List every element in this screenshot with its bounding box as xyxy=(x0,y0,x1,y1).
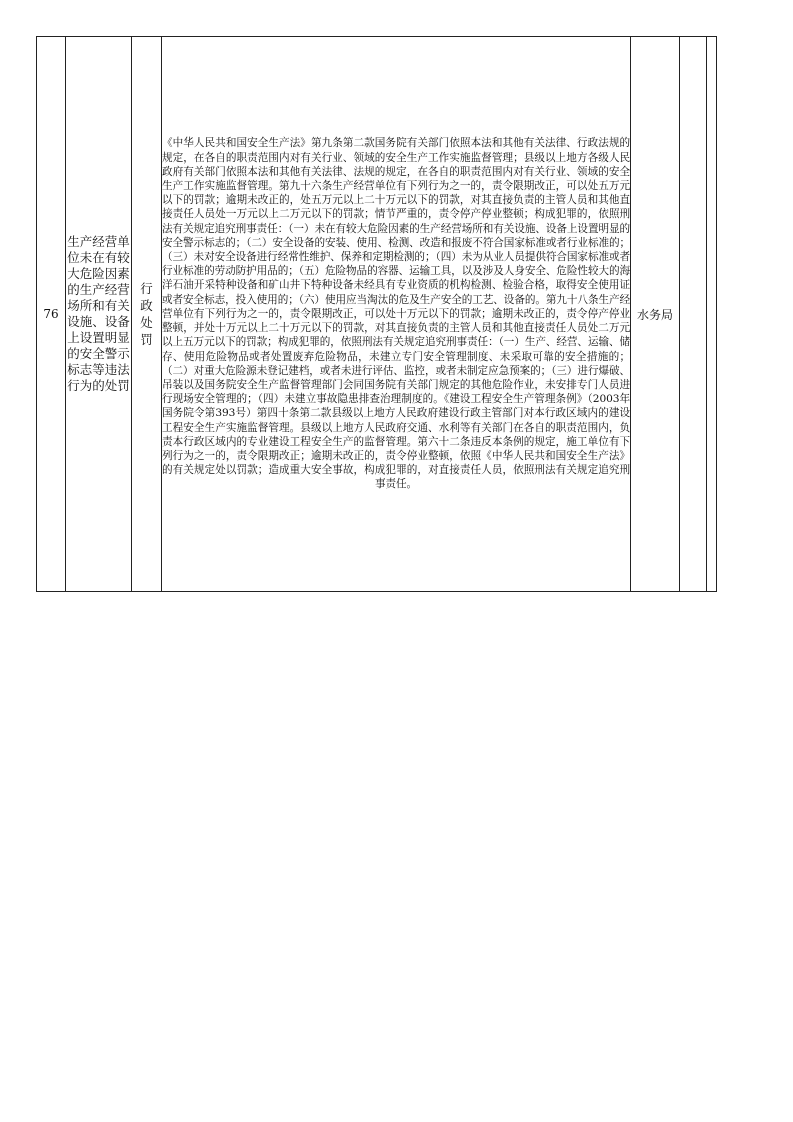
row-number: 76 xyxy=(37,37,66,592)
category-text: 行政处罚 xyxy=(140,281,153,347)
item-name-cell: 生产经营单位未在有较大危险因素的生产经营场所和有关设施、设备上设置明显的安全警示标志等违法行为的处罚 xyxy=(66,37,132,592)
category-cell xyxy=(132,37,162,592)
extra-cell-1 xyxy=(680,37,707,592)
table-row xyxy=(37,37,717,592)
power-list-table xyxy=(36,36,717,592)
extra-cell-2 xyxy=(707,37,717,592)
legal-basis-cell: 《中华人民共和国安全生产法》第九条第二款国务院有关部门依照本法和其他有关法律、行政法规的规定，在各自的职责范围内对有关行业、领域的安全生产工作实施监督管理；县级以上地方各级人民政府有关部门依照本法和其他有关法律、法规的规定，在各自的职责范围内对有关行业、领域的安全生产工作实施监督管理。第九十六条生产经营单位有下列行为之一的，责令限期改正，可以处五万元以下的罚款；逾期未改正的，处五万元以上二十万元以下的罚款，对其直接负责的主管人员和其他直接责任人员处一万元以上二万元以下的罚款；情节严重的，责令停产停业整顿；构成犯罪的，依照刑法有关规定追究刑事责任：（一）未在有较大危险因素的生产经营场所和有关设施、设备上设置明显的安全警示标志的；（二）安全设备的安装、使用、检测、改造和报废不符合国家标准或者行业标准的；（三）未对安全设备进行经常性维护、保养和定期检测的；（四）未为从业人员提供符合国家标准或者行业标准的劳动防护用品的；（五）危险物品的容器、运输工具，以及涉及人身安全、危险性较大的海洋石油开采特种设备和矿山井下特种设备未经具有专业资质的机构检测、检验合格，取得安全使用证或者安全标志，投入使用的；（六）使用应当淘汰的危及生产安全的工艺、设备的。第九十八条生产经营单位有下列行为之一的，责令限期改正，可以处十万元以下的罚款；逾期未改正的，责令停产停业整顿，并处十万元以上二十万元以下的罚款，对其直接负责的主管人员和其他直接责任人员处二万元以上五万元以下的罚款；构成犯罪的，依照刑法有关规定追究刑事责任：（一）生产、经营、运输、储存、使用危险物品或者处置废弃危险物品，未建立专门安全管理制度、未采取可靠的安全措施的；（二）对重大危险源未登记建档，或者未进行评估、监控，或者未制定应急预案的；（三）进行爆破、吊装以及国务院安全生产监督管理部门会同国务院有关部门规定的其他危险作业，未安排专门人员进行现场安全管理的；（四）未建立事故隐患排查治理制度的。《建设工程安全生产管理条例》（2003年国务院令第393号）第四十条第二款县级以上地方人民政府建设行政主管部门对本行政区域内的建设工程安全生产实施监督管理。县级以上地方人民政府交通、水利等有关部门在各自的职责范围内，负责本行政区域内的专业建设工程安全生产的监督管理。第六十二条违反本条例的规定，施工单位有下列行为之一的，责令限期改正；逾期未改正的，责令停业整顿，依照《中华人民共和国安全生产法》的有关规定处以罚款；造成重大安全事故，构成犯罪的，对直接责任人员，依照刑法有关规定追究刑事责任。 xyxy=(162,37,631,592)
department-cell: 水务局 xyxy=(631,37,680,592)
